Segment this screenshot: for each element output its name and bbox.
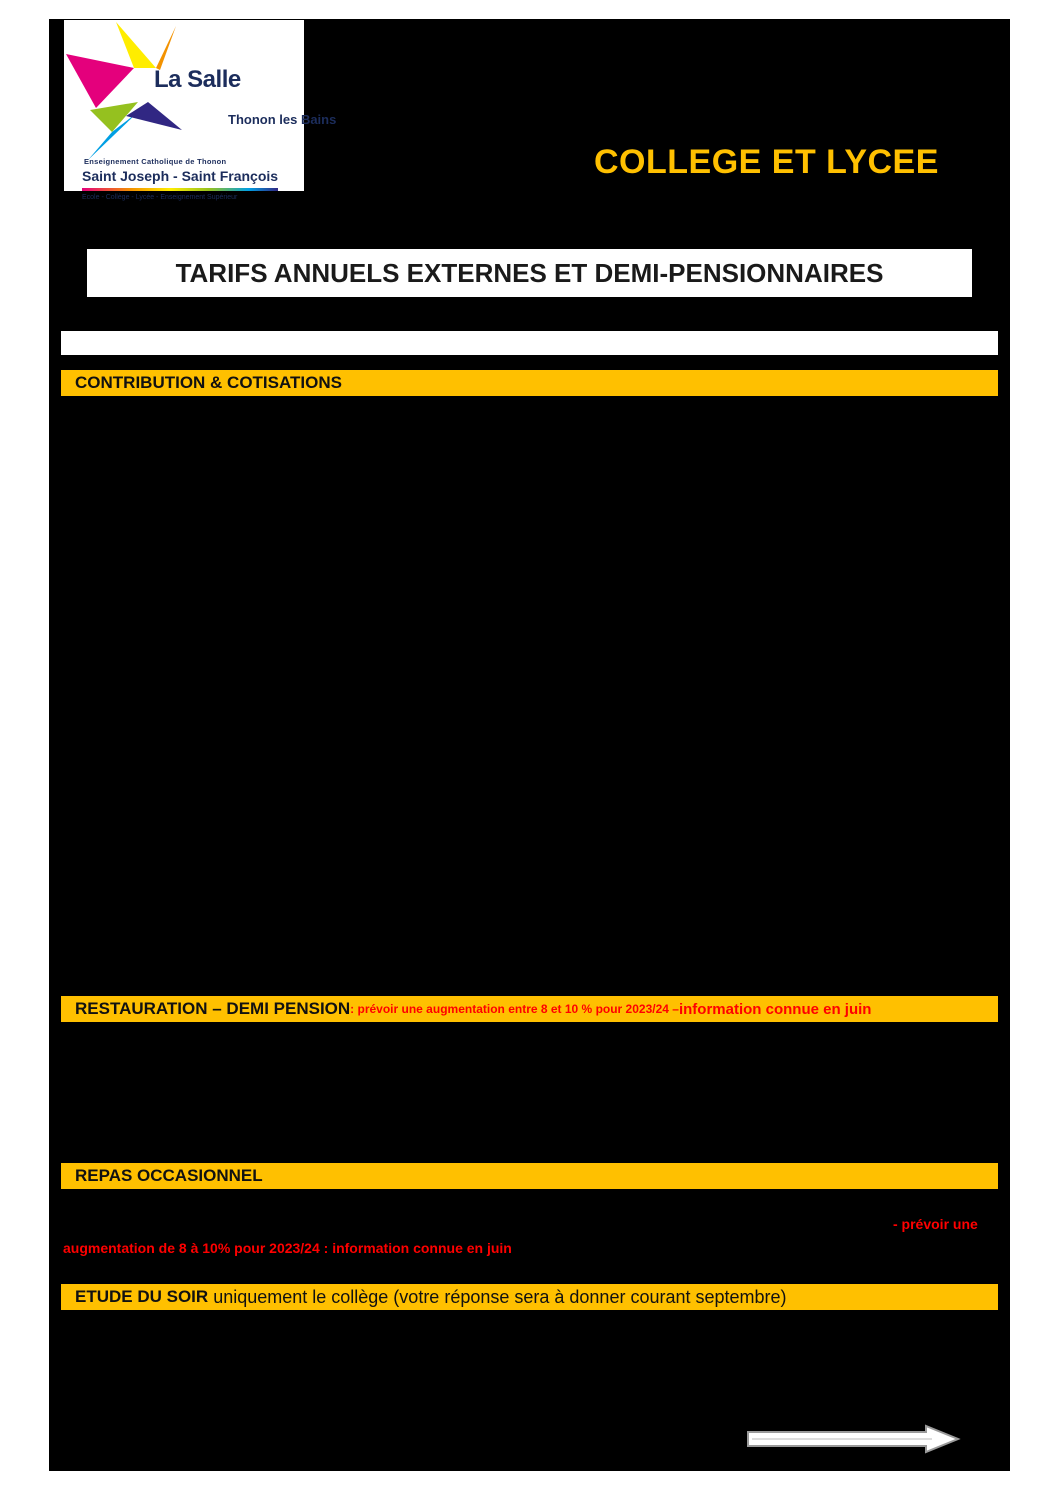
section-contribution-label: CONTRIBUTION & COTISATIONS	[75, 373, 342, 392]
section-repas	[61, 1163, 998, 1189]
logo-tagline: Enseignement Catholique de Thonon	[84, 157, 227, 166]
arrow-right-icon[interactable]	[746, 1424, 960, 1454]
logo-color-stripe	[82, 188, 278, 191]
restauration-note-part1: : prévoir une augmentation entre 8 et 10 % pour 2023/24 –	[350, 1002, 679, 1016]
section-contribution	[61, 370, 998, 396]
blank-bar	[61, 331, 998, 355]
section-repas-label: REPAS OCCASIONNEL	[75, 1166, 263, 1185]
document-title: TARIFS ANNUELS EXTERNES ET DEMI-PENSIONNAIRES	[175, 257, 884, 288]
logo-levels: Ecole - Collège - Lycée - Enseignement Supérieur	[82, 194, 238, 201]
section-etude-label: ETUDE DU SOIR	[75, 1287, 209, 1306]
repas-note-line1: - prévoir une	[893, 1216, 978, 1232]
restauration-note-part2: information connue en juin	[678, 1000, 872, 1018]
etude-note: uniquement le collège (votre réponse sera à donner courant septembre)	[213, 1286, 787, 1307]
logo-schools: Saint Joseph - Saint François	[82, 168, 279, 184]
repas-note-line2: augmentation de 8 à 10% pour 2023/24 : information connue en juin	[63, 1240, 512, 1256]
school-logo	[64, 20, 337, 201]
section-restauration	[61, 996, 998, 1022]
section-etude	[61, 1284, 998, 1310]
logo-brand: La Salle	[154, 66, 241, 93]
document-title-box	[87, 249, 972, 297]
school-level-heading: COLLEGE ET LYCEE	[594, 143, 939, 181]
logo-city: Thonon les Bains	[228, 112, 337, 127]
section-restauration-label: RESTAURATION – DEMI PENSION	[75, 999, 351, 1018]
